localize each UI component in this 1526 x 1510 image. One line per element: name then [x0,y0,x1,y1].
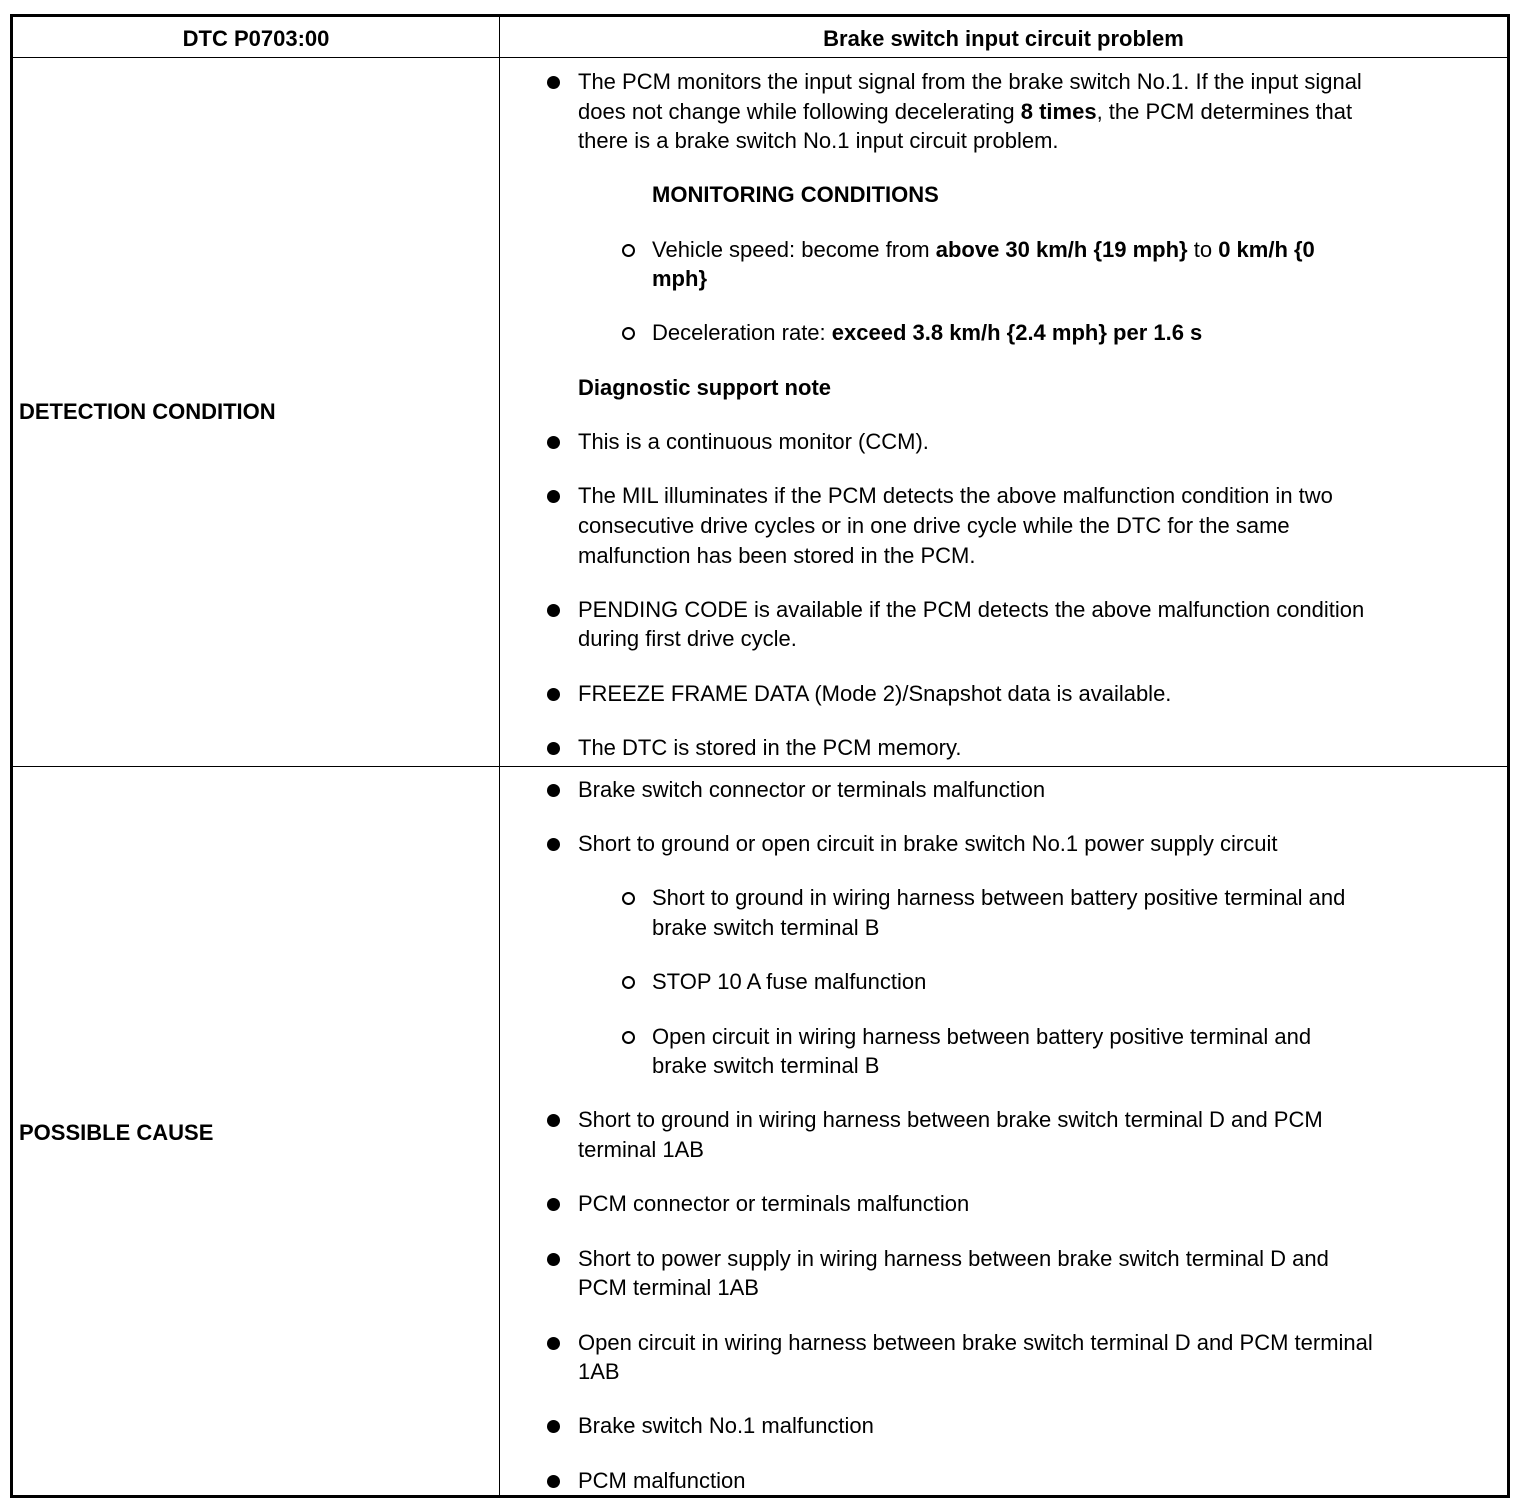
row-divider [13,766,1507,767]
sub-cause-open-circuit-line-2: brake switch terminal B [652,1053,880,1078]
monitoring-conditions-title: MONITORING CONDITIONS [652,182,939,207]
sub-bullet-icon [622,892,635,905]
bullet-icon [547,490,560,503]
vehicle-speed-line-2: mph} [652,266,707,291]
bullet-icon [547,604,560,617]
note-mil-line-2: consecutive drive cycles or in one drive cycle while the DTC for the same [578,513,1290,538]
cause-power-supply-circuit: Short to ground or open circuit in brake switch No.1 power supply circuit [578,831,1278,856]
note-mil-line-1: The MIL illuminates if the PCM detects the above malfunction condition in two [578,483,1333,508]
possible-cause-label: POSSIBLE CAUSE [19,1120,214,1145]
bullet-icon [547,76,560,89]
cause-pcm-malfunction: PCM malfunction [578,1468,746,1493]
bullet-icon [547,436,560,449]
intro-line-2: does not change while following decelerating 8 times, the PCM determines that [578,99,1353,124]
cause-short-ground-d-line-1: Short to ground in wiring harness between brake switch terminal D and PCM [578,1107,1323,1132]
note-pending-line-1: PENDING CODE is available if the PCM detects the above malfunction condition [578,597,1365,622]
note-freeze-frame: FREEZE FRAME DATA (Mode 2)/Snapshot data is available. [578,681,1172,706]
sub-cause-open-circuit-line-1: Open circuit in wiring harness between battery positive terminal and [652,1024,1312,1049]
deceleration-rate: Deceleration rate: exceed 3.8 km/h {2.4 mph} per 1.6 s [652,320,1203,345]
bullet-icon [547,838,560,851]
sub-bullet-icon [622,1031,635,1044]
bullet-icon [547,1337,560,1350]
note-dtc-stored: The DTC is stored in the PCM memory. [578,735,962,760]
sub-bullet-icon [622,327,635,340]
cause-short-power-line-1: Short to power supply in wiring harness between brake switch terminal D and [578,1246,1329,1271]
column-divider [499,17,500,1495]
sub-cause-short-ground-line-2: brake switch terminal B [652,915,880,940]
cause-open-circuit-d-line-2: 1AB [578,1359,620,1384]
note-mil-line-3: malfunction has been stored in the PCM. [578,543,976,568]
bullet-icon [547,688,560,701]
intro-line-1: The PCM monitors the input signal from the brake switch No.1. If the input signal [578,69,1362,94]
bullet-icon [547,1253,560,1266]
cause-open-circuit-d-line-1: Open circuit in wiring harness between brake switch terminal D and PCM terminal [578,1330,1373,1355]
sub-cause-short-ground-line-1: Short to ground in wiring harness between battery positive terminal and [652,885,1346,910]
dtc-code-header: DTC P0703:00 [182,26,330,51]
diagnostic-support-note-title: Diagnostic support note [578,375,831,400]
note-pending-line-2: during first drive cycle. [578,626,797,651]
cause-brake-connector: Brake switch connector or terminals malfunction [578,777,1046,802]
detection-condition-label: DETECTION CONDITION [19,399,276,424]
dtc-title-header: Brake switch input circuit problem [823,26,1184,51]
bullet-icon [547,1198,560,1211]
cause-brake-switch-malfunction: Brake switch No.1 malfunction [578,1413,874,1438]
vehicle-speed-line-1: Vehicle speed: become from above 30 km/h {19 mph} to 0 km/h {0 [652,237,1315,262]
sub-bullet-icon [622,976,635,989]
note-continuous-monitor: This is a continuous monitor (CCM). [578,429,929,454]
bullet-icon [547,1114,560,1127]
bullet-icon [547,1420,560,1433]
intro-line-3: there is a brake switch No.1 input circuit problem. [578,128,1059,153]
cause-short-power-line-2: PCM terminal 1AB [578,1275,759,1300]
cause-short-ground-d-line-2: terminal 1AB [578,1137,704,1162]
sub-bullet-icon [622,244,635,257]
header-row-divider [13,57,1507,58]
bullet-icon [547,742,560,755]
sub-cause-stop-fuse: STOP 10 A fuse malfunction [652,969,927,994]
dtc-table [10,14,1510,1498]
bullet-icon [547,784,560,797]
bullet-icon [547,1475,560,1488]
cause-pcm-connector: PCM connector or terminals malfunction [578,1191,970,1216]
